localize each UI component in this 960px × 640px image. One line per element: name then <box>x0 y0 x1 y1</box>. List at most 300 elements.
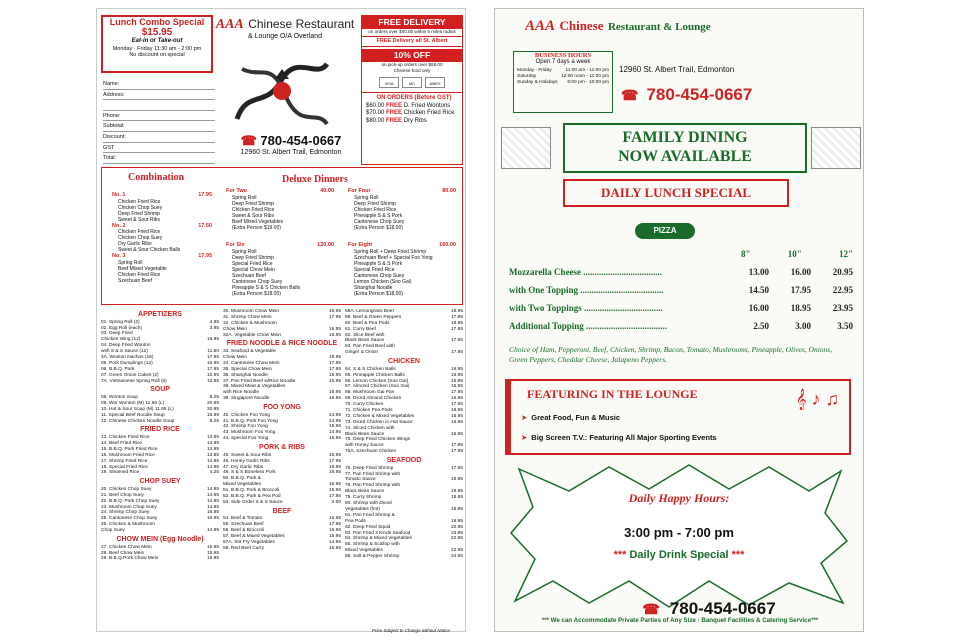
deluxe-item: Cantonese Chop Suey <box>232 278 283 285</box>
combination-deluxe-section <box>101 167 463 305</box>
form-field-line: GST <box>103 143 215 154</box>
item-price: 18.95 <box>450 309 463 314</box>
deluxe-item: Szechuan Beef + Special Foo Yong <box>354 254 433 261</box>
item-name: 46. Honey Garlic Ribs <box>223 458 270 464</box>
section-heading: SOUP <box>150 386 170 394</box>
item-price: 4.95 <box>209 319 219 325</box>
item-price: 13.95 <box>206 452 219 458</box>
item-price: 15.95 <box>206 544 219 550</box>
order-perk: $60.00 FREE D. Fried Wontons <box>366 102 451 109</box>
deluxe-item: Pineapple S & S Pork <box>354 260 403 267</box>
item-price: 15.95 <box>328 436 341 442</box>
item-name: 28. Beef Chow Mein <box>101 550 145 556</box>
combo-item: Chicken Chop Suey <box>118 204 163 211</box>
item-price: 15.95 <box>328 372 341 378</box>
item-name: 67. Almond Chicken (Soo Gai) <box>345 384 410 390</box>
item-name: Black Bean Sauce <box>345 431 385 437</box>
item-price: 18.95 <box>450 506 463 512</box>
item-name: 7A. Vietnamese Spring Roll (6) <box>101 378 167 384</box>
combination-list <box>112 192 212 284</box>
item-name: 72. Chicken & Mixed Vegetables <box>345 413 415 419</box>
section-heading: APPETIZERS <box>138 311 182 318</box>
item-name: 37. Pan Fried Beef w/Rice Noodle <box>223 378 296 384</box>
item-name: 04. Deep Fried Wonton <box>101 343 151 349</box>
left-phone-number: 780-454-0667 <box>260 133 342 148</box>
left-phone-block <box>221 133 361 159</box>
restaurant-brand <box>215 15 355 49</box>
item-price: 16.95 <box>328 464 341 470</box>
item-price: 18.95 <box>450 477 463 483</box>
lounge-bullet-2: ➤ Big Screen T.V.: Featuring All Major Sporting Events <box>521 433 717 442</box>
item-price: 19.95 <box>328 354 341 360</box>
item-price: 22.95 <box>450 536 463 542</box>
menu-item <box>101 556 219 562</box>
item-price: 18.95 <box>450 495 463 501</box>
item-price: 18.95 <box>450 407 463 413</box>
item-price: 17.95 <box>328 314 341 320</box>
item-price: 16.95 <box>328 516 341 522</box>
item-name: 43. Mushroom Foo Yong <box>223 430 276 436</box>
combo-item: Szechuan Beef <box>118 277 152 284</box>
combination-heading: Combination <box>128 172 185 183</box>
item-price: 16.95 <box>450 384 463 390</box>
item-name: Chow Mein <box>223 354 247 360</box>
daily-lunch-special: DAILY LUNCH SPECIAL <box>563 179 789 207</box>
item-name: 73. Diced Chicken in Hot Sauce <box>345 419 413 425</box>
pizza-row: with Two Toppings ................................... 16.00 18.95 23.95 <box>509 303 853 313</box>
item-name: Chop Suey <box>101 528 125 534</box>
item-price: 17.95 <box>450 338 463 344</box>
item-price: 15.95 <box>328 528 341 534</box>
item-price: 15.95 <box>328 424 341 430</box>
item-name: 81. Pan Fried Shrimp & <box>345 512 395 518</box>
item-price: 20.95 <box>450 524 463 530</box>
arrow-icon: ➤ <box>521 413 528 422</box>
combo-item: Chicken Fried Rice <box>118 229 161 236</box>
item-price: 18.95 <box>450 320 463 326</box>
deluxe-item: Chicken Fried Rice <box>232 206 275 213</box>
menu-column-1 <box>101 309 219 631</box>
item-name: 69. Diced Almond Chicken <box>345 396 402 402</box>
item-name: 40. Chicken Foo Yong <box>223 412 270 418</box>
combo-label: No. 3 17.95 <box>112 253 212 260</box>
item-price: 16.95 <box>328 326 341 332</box>
deluxe-for-six <box>226 242 334 297</box>
deluxe-item: Beef Mixed Vegetables <box>232 218 284 225</box>
item-price: 16.95 <box>328 309 341 314</box>
deluxe-item: Pineapple S & S Chicken Balls <box>232 284 301 291</box>
form-field-line: Total: <box>103 153 215 164</box>
bottom-phone-number: 780-454-0667 <box>669 599 776 618</box>
item-price: 17.95 <box>328 522 341 528</box>
lounge-title: FEATURING IN THE LOUNGE <box>527 387 698 401</box>
deluxe-item: Special Chow Mein <box>232 266 275 273</box>
combo-item: Beef Mixed Vegetable <box>118 265 167 272</box>
chinese-only-note: Chinese food only <box>393 67 431 73</box>
item-name: 59. Beef & Green Peppers <box>345 314 402 320</box>
form-field-line: Subtotal: <box>103 121 215 132</box>
item-name: 74. Sliced Chicken with <box>345 425 395 431</box>
item-name: 14. Beef Fried Rice <box>101 440 143 446</box>
family-photo-left <box>501 127 551 169</box>
item-name: 57A. Stir Fry Vegetables <box>223 539 275 545</box>
item-name: 44. Special Foo Yong <box>223 436 269 442</box>
item-name: 57. Beef & Mixed Vegetables <box>223 534 285 540</box>
hours-open: Open 7 days a week <box>535 59 591 65</box>
item-price: 16.95 <box>450 396 463 402</box>
item-price: 14.95 <box>206 486 219 492</box>
deluxe-item: Spring Roll + Deep Fried Shrimp <box>354 248 427 255</box>
hours-row: Saturday 12:00 noon - 11:00 pm <box>517 73 609 79</box>
combo-label: No. 1 17.95 <box>112 192 212 198</box>
right-restaurant-lounge: Restaurant & Lounge <box>607 21 711 33</box>
music-notes-icon: 𝄞 ♪ ♫ <box>795 389 839 409</box>
right-address: 12960 St. Albert Trail, Edmonton <box>619 65 735 74</box>
menu-item <box>345 449 463 455</box>
item-price: 14.95 <box>328 412 341 418</box>
item-name: 83. Pan Fried 3 Kinds Seafood <box>345 530 411 536</box>
left-phone[interactable] <box>221 133 361 149</box>
item-price: 17.95 <box>450 465 463 471</box>
item-name: 19. Steamed Rice <box>101 470 140 476</box>
item-name: 16. Mushroom Fried Rice <box>101 452 155 458</box>
item-name: 56. Beef & Broccoli <box>223 528 264 534</box>
item-price: 14.95 <box>328 430 341 436</box>
pickup-note: on pick-up orders over $55.00 <box>381 61 443 67</box>
item-price: 4.25 <box>209 470 219 476</box>
item-name: 17. Shrimp Fried Rice <box>101 458 148 464</box>
item-name: 34. Cantonese Chow Mein <box>223 360 280 366</box>
deluxe-for-four <box>348 188 456 231</box>
deluxe-for-two <box>226 188 334 231</box>
item-name: 79. Curry Shrimp <box>345 495 382 501</box>
item-price: 20.95 <box>206 406 219 412</box>
item-name: 70. Curry Chicken <box>345 402 384 408</box>
item-price: 17.95 <box>206 354 219 360</box>
item-price: 14.95 <box>328 418 341 424</box>
deluxe-item: (Extra Person $18.00) <box>232 290 281 297</box>
pizza-row: with One Topping ..................................... 14.50 17.95 22.95 <box>509 285 853 295</box>
item-name: Black Bean Sauce <box>345 489 385 495</box>
order-perk: $80.00 FREE Dry Ribs <box>366 117 427 124</box>
photo-placeholder-icon <box>811 127 861 169</box>
combo-label: No. 2 17.50 <box>112 222 212 229</box>
phone-icon: ☎ <box>240 133 257 148</box>
item-price: 17.95 <box>328 360 341 366</box>
item-name: 09. Wor Wonton (M) 11.95 (L) <box>101 400 165 406</box>
item-price: 16.95 <box>450 372 463 378</box>
deluxe-item: Szechuan Beef <box>232 272 266 279</box>
item-name: 20. Chicken Chop Suey <box>101 486 152 492</box>
item-price: 17.95 <box>450 350 463 356</box>
item-name: 39. Singapore Noodle <box>223 396 270 402</box>
item-name: 06. B.B.Q. Pork <box>101 366 135 372</box>
pizza-badge: PIZZA <box>635 223 695 239</box>
free-st-albert: FREE Delivery all St. Albert <box>362 36 462 47</box>
happy-hours-burst <box>509 463 849 609</box>
item-price: 16.95 <box>450 431 463 437</box>
form-field-line: Discount: <box>103 132 215 143</box>
deluxe-item: (Extra Person $18.00) <box>354 290 403 297</box>
form-field-line: Name: <box>103 79 215 90</box>
deluxe-item: Cantonese Chop Suey <box>354 218 405 225</box>
item-name: 01. Spring Roll (2) <box>101 319 140 325</box>
menu-item <box>101 528 219 534</box>
free-delivery-title: FREE DELIVERY <box>362 16 462 29</box>
order-form <box>103 79 215 169</box>
item-name: 65. Pineapple Chicken Balls <box>345 372 405 378</box>
item-name: 63. Pan Fried Beef with <box>345 344 395 350</box>
section-heading: FRIED NOODLE & RICE NOODLE <box>226 340 338 348</box>
section-heading: FOO YONG <box>263 404 301 412</box>
item-name: 84. Shrimp & Mixed Vegetables <box>345 536 412 542</box>
item-price: 14.95 <box>206 458 219 464</box>
item-price: 20.95 <box>206 400 219 406</box>
item-price: 14.95 <box>206 528 219 534</box>
item-name: 25. Cantonese Chop Suey <box>101 516 158 522</box>
deluxe-item: Shanghai Noodle <box>354 284 393 291</box>
item-name: 78. Pan Fried Shrimp with <box>345 483 401 489</box>
item-name: 30. Mushroom Chow Mein <box>223 309 279 314</box>
item-price: 13.95 <box>206 435 219 441</box>
item-name: 32A. Vegetable Chow Mein <box>223 332 281 338</box>
item-name: 03. Deep Fried <box>101 331 133 337</box>
item-name: Ginger & Onion <box>345 350 379 356</box>
deluxe-price: 40.00 <box>320 188 334 194</box>
free-on-orders <box>362 92 462 125</box>
deluxe-price: 80.00 <box>442 188 456 194</box>
size-8: 8" <box>741 249 751 259</box>
item-price: 16.95 <box>450 378 463 384</box>
item-name: 18. Special Fried Rice <box>101 464 148 470</box>
item-price: 14.95 <box>206 492 219 498</box>
deluxe-item: Spring Roll <box>354 194 379 201</box>
item-name: 77. Pan Fried Shrimp with <box>345 471 401 477</box>
item-price: 17.95 <box>328 493 341 499</box>
menu-item <box>223 333 341 339</box>
deluxe-item: Chicken Fried Rice <box>354 206 397 213</box>
item-name: 21. Beef Chop Suey <box>101 492 144 498</box>
item-name: with S & S Sauce (12) <box>101 349 148 355</box>
hours-row: Monday · Friday 11:00 am - 11:00 pm <box>517 68 609 73</box>
menu-column-3 <box>345 309 463 631</box>
item-name: 33. Seafood & Vegetable <box>223 349 277 355</box>
orders-heading: ON ORDERS (Before GST) <box>376 95 452 102</box>
dragon-illustration <box>227 49 337 135</box>
item-name: Vegetables (hot) <box>345 506 380 512</box>
item-name: 26. Chicken & Mushroom <box>101 522 155 528</box>
item-name: 29. B.B.Q.Pork Chow Mein <box>101 556 159 562</box>
item-name: Mixed Vegetables <box>345 548 383 554</box>
item-name: 23. Mushroom Chop Suey <box>101 504 157 510</box>
bottom-phone[interactable] <box>579 599 839 619</box>
item-name: Tomato Sauce <box>345 477 376 483</box>
right-chinese: Chinese <box>559 18 604 33</box>
visa-card-icon: VISA <box>379 77 399 88</box>
item-name: 86. Salt & Pepper Shrimp <box>345 554 400 560</box>
section-heading: CHOW MEIN (Egg Noodle) <box>116 536 204 544</box>
item-name: 31. Shrimp Chow Mein <box>223 314 272 320</box>
topping-choices: Choice of Ham, Pepperoni, Beef, Chicken, Shrimp, Bacon, Tomato, Mushrooms, Pineapple, Olives, Onions, Green Peppers, Cheddar Cheese, Jalapeno Peppers. <box>509 345 833 365</box>
item-name: 66. Lemon Chicken (Soo Gai) <box>345 378 409 384</box>
item-name: 22. B.B.Q. Pork Chop Suey <box>101 498 160 504</box>
menu-item <box>223 436 341 442</box>
item-name: 75A. Szechuan Chicken <box>345 449 397 455</box>
right-brand <box>525 17 855 41</box>
item-price: 15.95 <box>328 534 341 540</box>
deluxe-label: For Four 80.00 <box>348 188 456 194</box>
ten-percent-off: 10% OFF <box>362 49 462 62</box>
photo-placeholder-icon <box>501 127 551 169</box>
deluxe-item: (Extra Person $18.00) <box>354 224 403 231</box>
free-delivery-note: on orders over $40.00 within 5 miles radius <box>368 28 456 34</box>
phone-icon: ☎ <box>642 600 660 617</box>
amex-card-icon: AMEX <box>425 77 445 88</box>
deluxe-item: Special Fried Rice <box>354 266 395 273</box>
item-price: 15.99 <box>206 412 219 418</box>
deluxe-price: 120.00 <box>317 242 334 248</box>
item-name: 58A. Lemongrass Beef <box>345 309 394 314</box>
item-name: 68. Mushroom Gai Pan <box>345 390 395 396</box>
item-price: 19.95 <box>450 518 463 524</box>
section-heading: CHOP SUEY <box>139 478 181 486</box>
item-name: 58. Red Beef Curry <box>223 545 265 551</box>
combo-item: Deep Fried Shrimp <box>118 210 160 217</box>
combo-item: Chicken Fried Rice <box>118 198 161 205</box>
item-price: 13.95 <box>206 440 219 446</box>
deluxe-for-eight <box>348 242 456 297</box>
item-name: 32. Chicken & Mushroom <box>223 320 277 326</box>
menu-left-page <box>96 8 466 632</box>
item-price: 14.95 <box>206 464 219 470</box>
item-price: 15.95 <box>328 378 341 384</box>
hours-row: Sunday & Holidays 6:00 pm - 10:00 pm <box>517 79 609 85</box>
item-name: 12. Chinese Chicken Noodle Soup <box>101 418 175 424</box>
item-price: 14.95 <box>206 498 219 504</box>
item-price: 16.95 <box>328 482 341 488</box>
combo-item: Spring Roll <box>118 259 143 266</box>
deluxe-item: (Extra Person $19.00) <box>232 224 281 231</box>
item-price: 24.95 <box>450 554 463 560</box>
item-price: 17.95 <box>450 314 463 320</box>
item-name: 82. Deep Fried Squid <box>345 524 391 530</box>
deluxe-item: Deep Fried Shrimp <box>354 200 396 207</box>
item-price: 16.95 <box>206 516 219 522</box>
item-price: 15.95 <box>206 556 219 562</box>
deluxe-item: Pineapple S & S Pork <box>354 212 403 219</box>
item-price: 17.95 <box>450 443 463 449</box>
mastercard-icon: MC <box>402 77 422 88</box>
right-phone-number: 780-454-0667 <box>646 85 753 104</box>
combo-item: Chicken Chop Suey <box>118 235 163 242</box>
menu-item <box>223 546 341 552</box>
hours-title: BUSINESS HOURS <box>534 52 592 59</box>
deluxe-item: Special Fried Rice <box>232 260 273 267</box>
size-10: 10" <box>787 249 802 259</box>
combo-price: 17.95 <box>198 192 212 198</box>
item-name: 45. Sweet & Sour Ribs <box>223 452 272 458</box>
family-dining-banner <box>563 123 807 173</box>
brand-name: Chinese Restaurant <box>248 17 355 31</box>
item-name: 13. Chicken Fried Rice <box>101 435 150 441</box>
item-price: 22.95 <box>450 548 463 554</box>
item-name: 52. B.B.Q. Pork & Pea Pod <box>223 493 281 499</box>
item-name: 11. Special Beef Noodle Soup <box>101 412 165 418</box>
lounge-bullet-1: ➤ Great Food, Fun & Music <box>521 413 621 422</box>
lounge-feature-box <box>505 379 851 455</box>
item-name: 05. Pork Dumplings (12) <box>101 360 153 366</box>
item-price: 10.95 <box>206 372 219 378</box>
item-name: 60. Beef & Pea Pods <box>345 320 390 326</box>
item-name: 08. Wonton Soup <box>101 395 138 401</box>
form-field-line: Address: <box>103 90 215 101</box>
pizza-sizes <box>741 249 853 259</box>
item-name: 15. B.B.Q. Pork Fried Rice <box>101 446 158 452</box>
item-name: with Rice Noodle <box>223 390 259 396</box>
item-name: 02. Egg Roll (each) <box>101 325 143 331</box>
menu-item <box>223 396 341 402</box>
item-price: 16.95 <box>328 396 341 402</box>
item-price: 23.95 <box>450 530 463 536</box>
item-name: 53. Side Order S & S Sauce <box>223 499 283 505</box>
item-name: 42. Shrimp Foo Yong <box>223 424 268 430</box>
item-name: 24. Shrimp Chop Suey <box>101 510 150 516</box>
item-price: 16.95 <box>450 366 463 372</box>
item-price: 17.95 <box>450 402 463 408</box>
menu-item <box>101 419 219 425</box>
deluxe-label: For Two 40.00 <box>226 188 334 194</box>
item-price: 16.95 <box>206 510 219 516</box>
item-price: 8.25 <box>209 395 219 401</box>
section-heading: PORK & RIBS <box>259 444 305 452</box>
item-price: 2.00 <box>331 499 341 505</box>
brand-logo-aaa: AAA <box>215 17 244 32</box>
section-heading: BEEF <box>272 507 292 515</box>
right-phone[interactable] <box>621 85 861 105</box>
item-price: 14.95 <box>206 504 219 510</box>
combo-item: Dry Garlic Ribs <box>118 241 152 248</box>
deluxe-heading: Deluxe Dinners <box>282 174 348 185</box>
item-price: 17.95 <box>450 449 463 455</box>
combo-note: No discount on special <box>129 52 185 59</box>
menu-item <box>101 379 219 385</box>
item-price: 15.99 <box>328 545 341 551</box>
item-price: 16.95 <box>206 360 219 366</box>
item-price: 17.95 <box>328 458 341 464</box>
deluxe-item: Sweet & Sour Ribs <box>232 212 274 219</box>
item-price: 17.95 <box>328 366 341 372</box>
combo-title: Lunch Combo Special <box>109 17 205 27</box>
left-address: 12960 St. Albert Trail, Edmonton <box>240 149 342 156</box>
banquet-note: *** We can Accommodate Private Parties of Any Size · Banquet Facilities & Catering Service*** <box>541 617 819 624</box>
deluxe-item: Lemon Chicken (Soo Gai) <box>354 278 412 285</box>
item-name: with Honey Sauce <box>345 443 384 449</box>
form-field-line: Phone: <box>103 111 215 122</box>
deluxe-item: Deep Fried Shrimp <box>232 200 274 207</box>
deluxe-label: For Eight 160.00 <box>348 242 456 248</box>
item-name: 76. Deep Fried Shrimp <box>345 465 394 471</box>
menu-item <box>101 470 219 476</box>
deluxe-price: 160.00 <box>439 242 456 248</box>
right-logo-aaa: AAA <box>525 18 556 34</box>
combo-item: Sweet & Sour Ribs <box>118 216 160 223</box>
family-line-1: FAMILY DINING <box>622 129 748 146</box>
combo-price: 17.95 <box>198 253 212 260</box>
deluxe-item: Spring Roll <box>232 248 257 255</box>
deluxe-label: For Six 120.00 <box>226 242 334 248</box>
price-note: Price Subject to Change without Notice <box>372 628 451 633</box>
section-heading: SEAFOOD <box>386 457 422 465</box>
